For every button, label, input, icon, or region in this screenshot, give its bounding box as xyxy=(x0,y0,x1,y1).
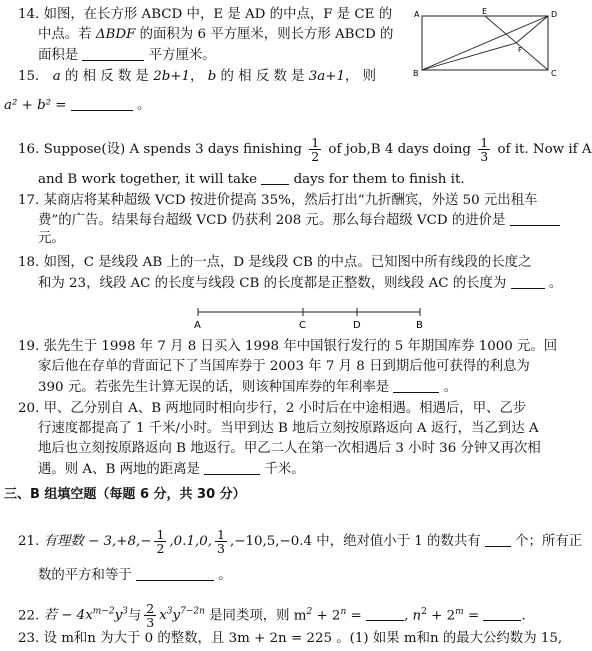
q21-text1: 有理数 − 3,+8,− xyxy=(43,534,152,549)
q22-t1: 若 − 4x xyxy=(43,608,93,624)
q17-number: 17. xyxy=(18,193,40,208)
q14-line3 xyxy=(38,46,216,65)
q16-text-line2b: days for them to finish it. xyxy=(293,172,465,187)
q15-line1 xyxy=(18,68,376,86)
q22-t8: = xyxy=(346,608,362,624)
q17-answer-blank[interactable] xyxy=(510,211,560,226)
q15-var-b: b xyxy=(207,69,217,84)
q20-line1 xyxy=(18,400,526,418)
q22-t12: . xyxy=(521,608,526,624)
q15-answer-blank[interactable] xyxy=(71,96,133,111)
diag-bd xyxy=(422,16,548,70)
q22-e4: 7−2n xyxy=(180,607,205,617)
q22-e3: 3 xyxy=(166,607,173,617)
q20-answer-blank[interactable] xyxy=(204,460,260,475)
label-a: A xyxy=(414,10,420,19)
q15-number: 15． xyxy=(18,69,49,84)
q23-number: 23. xyxy=(18,631,40,646)
q21-text2: ,0.1,0, xyxy=(169,534,213,549)
q20-end: 千米。 xyxy=(264,462,305,477)
q19-line1 xyxy=(18,338,557,356)
q22-expr1 xyxy=(44,608,128,623)
q21-f1-den: 2 xyxy=(156,541,165,556)
q23-text-line1: 设 m和n 为大于 0 的整数，且 3m + 2n = 225 。(1) 如果 m和n 的最大公约数为 15, xyxy=(43,631,563,646)
q19-answer-blank[interactable] xyxy=(393,378,439,393)
q20-line2 xyxy=(38,420,539,438)
q22-number: 22. xyxy=(18,608,40,624)
q14-text-line3a: 面积是 xyxy=(38,48,79,63)
q22-t6: 是同类项，则 m xyxy=(204,608,307,624)
q16-f2-num: 1 xyxy=(480,134,489,150)
q18-line1 xyxy=(18,254,531,272)
q22-e8: m xyxy=(455,607,464,617)
q14-text-line3b: 平方厘米。 xyxy=(148,48,216,63)
q22-fraction-two-thirds xyxy=(144,602,156,629)
q21-end: 。 xyxy=(218,568,232,583)
q15-text1: 的 相 反 数 是 xyxy=(60,69,154,84)
q22-expr2 xyxy=(159,608,205,623)
q21-text4: 个；所有正 xyxy=(515,534,583,549)
q22-f-den: 3 xyxy=(146,615,155,631)
q16-fraction-third xyxy=(478,136,490,163)
q17-text-line2: 费”的广告。结果每台超级 VCD 仍获利 208 元。那么每台超级 VCD 的进价是 xyxy=(38,213,506,228)
q22-e7: 2 xyxy=(421,607,427,617)
q22-blank-2[interactable] xyxy=(483,606,521,621)
q18-line2 xyxy=(38,274,562,293)
q14-line2 xyxy=(38,26,393,44)
q22-t11: = xyxy=(463,608,480,624)
q21-text3: ,−10,5,−0.4 中，绝对值小于 1 的数共有 xyxy=(229,534,481,549)
point-label-c: C xyxy=(299,320,306,331)
q15-math-sum: a² + b² = xyxy=(4,98,67,113)
point-label-a: A xyxy=(194,320,201,331)
q19-line3 xyxy=(38,378,457,397)
q16-fraction-half xyxy=(309,136,321,163)
q16-text2: of job,B 4 days doing xyxy=(328,142,471,157)
q21-text-line2a: 数的平方和等于 xyxy=(38,568,132,583)
q17-line2 xyxy=(38,211,560,230)
q21-count-blank[interactable] xyxy=(485,532,511,547)
q21-number: 21. xyxy=(18,534,40,549)
q16-f2-den: 3 xyxy=(480,149,489,164)
q15-end: 。 xyxy=(137,98,151,113)
q16-text-line2a: and B work together, it will take xyxy=(38,172,258,187)
q22-e6: n xyxy=(340,607,347,617)
point-label-b: B xyxy=(416,320,423,331)
q20-number: 20. xyxy=(18,401,40,416)
q16-line2 xyxy=(38,170,465,189)
q22-e1: m−2 xyxy=(92,607,115,617)
q20-line4 xyxy=(38,460,305,479)
q14-rectangle-figure xyxy=(400,8,558,78)
q18-text-line2: 和为 23，线段 AC 的长度与线段 CB 的长度都是正整数，则线段 AC 的长度为 xyxy=(38,276,507,291)
q18-end: 。 xyxy=(548,276,563,291)
q14-text-line2b: 的面积为 6 平方厘米，则长方形 ABCD 的 xyxy=(139,27,394,42)
q22-t9: , n xyxy=(404,608,422,624)
q14-text-line1: 如图，在长方形 ABCD 中，E 是 AD 的中点，F 是 CE 的 xyxy=(43,7,393,22)
q14-math-triangle: ΔBDF xyxy=(95,27,136,42)
section-b-heading: 三、B 组填空题（每题 6 分，共 30 分） xyxy=(4,487,246,502)
q17-text-line1: 某商店将某种超级 VCD 按进价提高 35%，然后打出“九折酬宾，外送 50 元出租车 xyxy=(43,193,538,208)
q22-t2: y xyxy=(114,608,123,624)
q21-fraction-third xyxy=(215,528,227,555)
q15-line2 xyxy=(4,96,150,115)
q20-text-line3: 地后也立刻按原路返向 B 地返行。甲乙二人在第一次相遇后 3 小时 36 分钟又再次相 xyxy=(38,441,541,456)
label-e: E xyxy=(482,7,488,16)
q22-line1 xyxy=(18,594,526,634)
q22-e5: 2 xyxy=(306,607,313,617)
q20-text-line4: 遇。则 A、B 两地的距离是 xyxy=(38,462,200,477)
q18-number: 18. xyxy=(18,255,40,270)
label-d: D xyxy=(551,10,558,19)
q22-t3: 与 xyxy=(127,608,142,624)
q19-text-line2: 家后他在存单的背面记下了当国库券于 2003 年 7 月 8 日到期后他可获得的利息为 xyxy=(38,359,530,374)
q19-line2 xyxy=(38,358,530,376)
q19-number: 19. xyxy=(18,339,40,354)
seg-fd xyxy=(516,16,548,43)
q15-var-a: a xyxy=(52,69,61,84)
q14-number: 14. xyxy=(18,7,40,22)
label-b: B xyxy=(413,69,419,78)
q15-text3: ， 则 xyxy=(345,69,377,84)
q21-f2-num: 1 xyxy=(217,526,225,542)
q16-f1-num: 1 xyxy=(311,134,320,150)
q22-f-num: 2 xyxy=(146,601,155,617)
q22-t4: x xyxy=(159,608,167,624)
q20-text-line2: 行速度都提高了 1 千米/小时。当甲到达 B 地后立刻按原路返向 A 返行，当乙到达 A xyxy=(38,421,539,436)
q21-f2-den: 3 xyxy=(217,541,225,556)
q14-answer-blank[interactable] xyxy=(82,46,144,61)
q18-segment-figure xyxy=(190,304,430,330)
q22-blank-1[interactable] xyxy=(366,606,404,621)
q21-f1-num: 1 xyxy=(156,526,165,542)
q22-t7: + 2 xyxy=(312,608,341,624)
q16-line1 xyxy=(18,130,592,170)
q19-text-line3: 390 元。若张先生计算无误的话，则该种国库券的年利率是 xyxy=(38,380,390,395)
label-c: C xyxy=(551,69,557,78)
q21-line1 xyxy=(18,522,582,562)
q20-text-line1: 甲、乙分别自 A、B 两地同时相向步行，2 小时后在中途相遇。相遇后，甲、乙步 xyxy=(43,401,527,416)
point-label-d: D xyxy=(353,320,361,331)
q16-answer-blank[interactable] xyxy=(261,170,289,185)
q15-sep: ， xyxy=(190,69,204,84)
q16-f1-den: 2 xyxy=(311,149,320,164)
q23-line1 xyxy=(18,630,562,648)
q17-line1 xyxy=(18,192,537,210)
q18-answer-blank[interactable] xyxy=(511,274,545,289)
q20-line3 xyxy=(38,440,541,458)
q21-fraction-half xyxy=(154,528,166,555)
q21-line2 xyxy=(38,566,232,585)
q19-end: 。 xyxy=(443,380,458,395)
q22-t5: y xyxy=(172,608,181,624)
q14-line1 xyxy=(18,6,392,24)
q21-sum-blank[interactable] xyxy=(136,566,214,581)
q15-expr2: 3a+1 xyxy=(308,69,346,84)
q17-text-line3: 元。 xyxy=(38,231,65,246)
q15-text2: 的 相 反 数 是 xyxy=(216,69,309,84)
q17-line3 xyxy=(38,230,65,248)
q16-text1: Suppose(设) A spends 3 days finishing xyxy=(43,142,302,157)
q15-expr1: 2b+1 xyxy=(153,69,191,84)
label-f: F xyxy=(518,46,523,54)
q16-text3: of it. Now if A xyxy=(497,142,592,157)
q22-t10: + 2 xyxy=(426,608,456,624)
seg-bf xyxy=(422,43,516,70)
q16-number: 16. xyxy=(18,142,40,157)
q18-text-line1: 如图，C 是线段 AB 上的一点，D 是线段 CB 的中点。已知图中所有线段的长度之 xyxy=(43,255,532,270)
q22-e2: 3 xyxy=(122,607,128,617)
q19-text-line1: 张先生于 1998 年 7 月 8 日买入 1998 年中国银行发行的 5 年期国库券 1000 元。回 xyxy=(43,339,558,354)
q14-text-line2a: 中点。若 xyxy=(38,27,92,42)
